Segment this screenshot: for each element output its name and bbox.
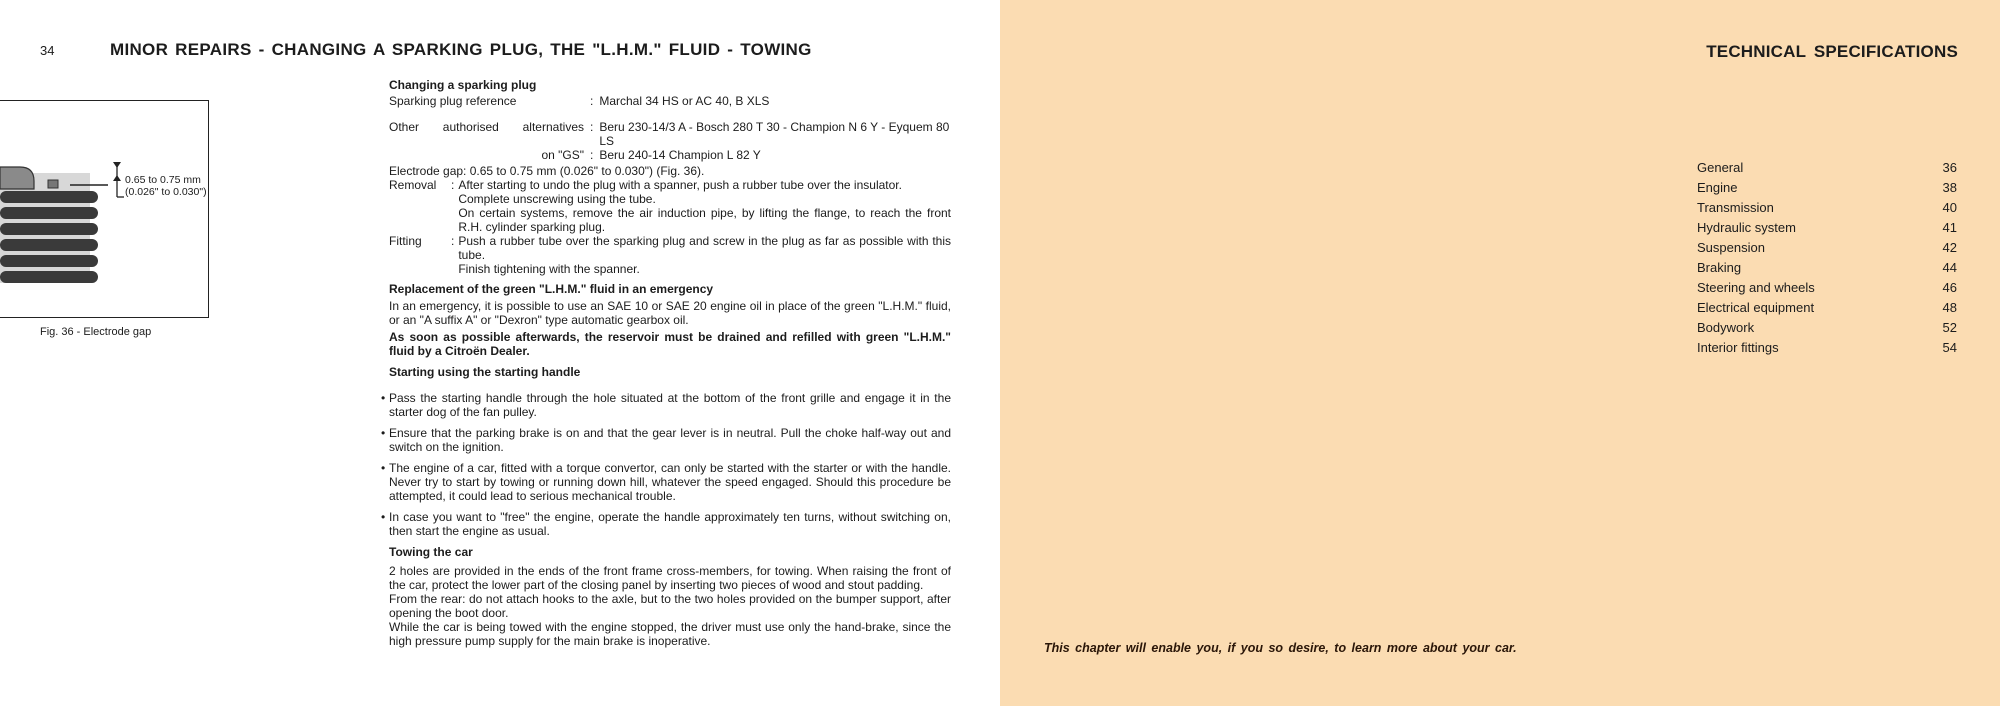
towing-paragraph: While the car is being towed with the engine stopped, the driver must use only the hand-brake, since the high pressure pump supply for the main brake is inoperative. xyxy=(389,620,951,648)
lhm-warning: As soon as possible afterwards, the reservoir must be drained and refilled with green "L.H.M." fluid by a Citroën Dealer. xyxy=(389,330,951,358)
gs-value: Beru 240-14 Champion L 82 Y xyxy=(599,148,761,162)
plug-reference-row: Sparking plug reference : Marchal 34 HS or AC 40, B XLS xyxy=(389,94,951,108)
gs-row: on "GS" : Beru 240-14 Champion L 82 Y xyxy=(389,148,951,162)
toc-label: Bodywork xyxy=(1697,320,1755,335)
removal-label: Removal xyxy=(389,178,437,192)
fitting-row: Fitting : Push a rubber tube over the sparking plug and screw in the plug as far as possible with this tube. Finish tightening with the spanner. xyxy=(389,234,951,276)
starting-step: • Pass the starting handle through the hole situated at the bottom of the front grille and engage it in the starter dog of the fan pulley. xyxy=(389,391,951,419)
chapter-title: TECHNICAL SPECIFICATIONS xyxy=(1706,42,1958,61)
toc-entry[interactable] xyxy=(1697,178,1957,198)
fitting-label: Fitting xyxy=(389,234,422,248)
toc-page: 54 xyxy=(1942,340,1957,355)
toc-page: 52 xyxy=(1942,320,1957,335)
toc-label: Interior fittings xyxy=(1697,340,1779,355)
chapter-intro: This chapter will enable you, if you so desire, to learn more about your car. xyxy=(1044,641,1517,655)
toc-page: 40 xyxy=(1942,200,1957,215)
gap-label-line-1: 0.65 to 0.75 mm xyxy=(125,174,201,186)
starting-steps-list xyxy=(389,391,951,538)
figure-caption: Fig. 36 - Electrode gap xyxy=(40,326,152,338)
toc-entry[interactable] xyxy=(1697,278,1957,298)
electrode-gap-label xyxy=(125,174,207,198)
section-title-changing-plug: Changing a sparking plug xyxy=(389,78,537,92)
toc-label: Transmission xyxy=(1697,200,1774,215)
removal-line: After starting to undo the plug with a spanner, push a rubber tube over the insulator. xyxy=(458,178,902,192)
lhm-paragraph: In an emergency, it is possible to use an SAE 10 or SAE 20 engine oil in place of the green "L.H.M." fluid, or an "A suffix A" or "Dexron" type automatic gearbox oil. xyxy=(389,299,951,327)
fitting-text xyxy=(458,234,951,276)
gap-label-line-2: (0.026" to 0.030") xyxy=(125,186,207,198)
toc-label: Braking xyxy=(1697,260,1742,275)
toc-entry[interactable] xyxy=(1697,198,1957,218)
plug-reference-value: Marchal 34 HS or AC 40, B XLS xyxy=(599,94,770,108)
starting-step: • In case you want to "free" the engine, operate the handle approximately ten turns, without switching on, then start the engine as usual. xyxy=(389,510,951,538)
toc-entry[interactable] xyxy=(1697,218,1957,238)
section-title-starting: Starting using the starting handle xyxy=(389,365,581,379)
alternatives-label: Other authorised alternatives xyxy=(389,120,584,134)
toc-entry[interactable] xyxy=(1697,338,1957,358)
toc-label: Steering and wheels xyxy=(1697,280,1815,295)
toc-label: Hydraulic system xyxy=(1697,220,1796,235)
starting-step: • Ensure that the parking brake is on and that the gear lever is in neutral. Pull the choke half-way out and switch on the ignition. xyxy=(389,426,951,454)
toc-page: 42 xyxy=(1942,240,1957,255)
toc-label: General xyxy=(1697,160,1744,175)
removal-text xyxy=(458,178,951,234)
removal-row: Removal : After starting to undo the plug with a spanner, push a rubber tube over the insulator. Complete unscrewing using the tube. On certain systems, remove the air induction pipe, by lifting the flange, to reach the front R.H. cylinder sparking plug. xyxy=(389,178,951,234)
gs-label: on "GS" xyxy=(541,148,584,162)
page-number: 34 xyxy=(40,43,55,58)
alternatives-row: Other authorised alternatives : Beru 230-14/3 A - Bosch 280 T 30 - Champion N 6 Y - Eyquem 80 LS xyxy=(389,120,950,148)
fitting-line: Push a rubber tube over the sparking plug and screw in the plug as far as possible with this tube. xyxy=(458,234,951,262)
section-title-towing: Towing the car xyxy=(389,545,473,559)
plug-reference-label: Sparking plug reference xyxy=(389,94,517,108)
toc-page: 36 xyxy=(1942,160,1957,175)
fitting-line: Finish tightening with the spanner. xyxy=(458,262,640,276)
section-title-lhm: Replacement of the green "L.H.M." fluid in an emergency xyxy=(389,282,714,296)
toc-page: 46 xyxy=(1942,280,1957,295)
toc-page: 38 xyxy=(1942,180,1957,195)
toc-label: Engine xyxy=(1697,180,1738,195)
toc-entry[interactable] xyxy=(1697,158,1957,178)
manual-text-column xyxy=(389,78,951,648)
removal-line: Complete unscrewing using the tube. xyxy=(458,192,656,206)
table-of-contents xyxy=(1697,158,1957,358)
toc-page: 48 xyxy=(1942,300,1957,315)
towing-paragraph: From the rear: do not attach hooks to the axle, but to the two holes provided on the bumper support, after opening the boot door. xyxy=(389,592,951,620)
towing-text xyxy=(389,564,951,648)
spark-plug-illustration xyxy=(0,155,135,295)
electrode-gap-text: Electrode gap: 0.65 to 0.75 mm (0.026" to 0.030") (Fig. 36). xyxy=(389,164,705,178)
toc-entry[interactable] xyxy=(1697,318,1957,338)
alternatives-value: Beru 230-14/3 A - Bosch 280 T 30 - Champion N 6 Y - Eyquem 80 LS xyxy=(599,120,950,148)
toc-entry[interactable] xyxy=(1697,298,1957,318)
toc-page: 41 xyxy=(1942,220,1957,235)
toc-page: 44 xyxy=(1942,260,1957,275)
right-page xyxy=(1000,0,2000,706)
starting-step: • The engine of a car, fitted with a torque convertor, can only be started with the starter or with the handle. Never try to start by towing or running down hill, whatever the speed engaged. Should this procedure be attempted, it could lead to serious mechanical trouble. xyxy=(389,461,951,503)
toc-entry[interactable] xyxy=(1697,238,1957,258)
toc-entry[interactable] xyxy=(1697,258,1957,278)
towing-paragraph: 2 holes are provided in the ends of the front frame cross-members, for towing. When raising the front of the car, protect the lower part of the closing panel by inserting two pieces of wood and stout padding. xyxy=(389,564,951,592)
page-header: MINOR REPAIRS - CHANGING A SPARKING PLUG, THE "L.H.M." FLUID - TOWING xyxy=(110,40,812,59)
toc-label: Suspension xyxy=(1697,240,1765,255)
toc-label: Electrical equipment xyxy=(1697,300,1815,315)
removal-line: On certain systems, remove the air induction pipe, by lifting the flange, to reach the front R.H. cylinder sparking plug. xyxy=(458,206,951,234)
